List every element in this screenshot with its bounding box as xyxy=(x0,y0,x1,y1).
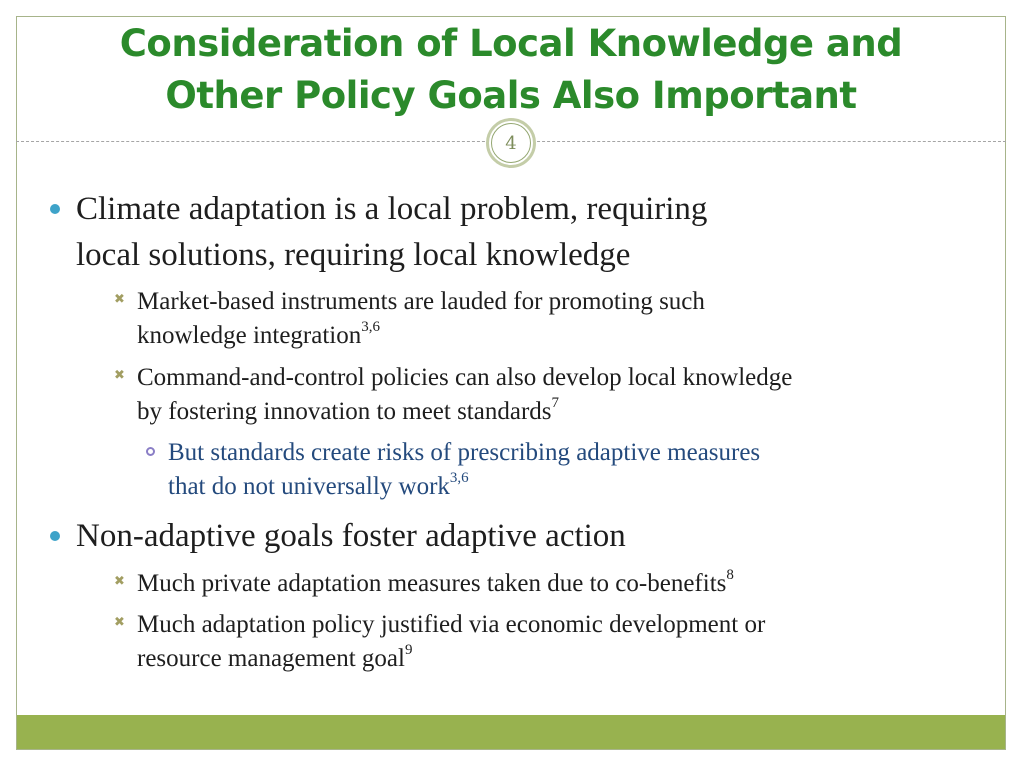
slide-number: 4 xyxy=(491,123,531,163)
bullet-2-line-1: Non-adaptive goals foster adaptive action xyxy=(76,518,626,554)
sub-bullet-1-1-line-1: Market-based instruments are lauded for promoting such xyxy=(137,288,705,315)
sub-sub-bullet-text: that do not universally work xyxy=(168,473,450,500)
filled-circle-icon xyxy=(50,531,60,541)
sub-bullet-1-1-text: knowledge integration xyxy=(137,322,362,349)
star-bullet-icon: ✖ xyxy=(114,615,125,630)
footer-bar xyxy=(17,715,1005,749)
citation-3-6: 3,6 xyxy=(361,319,380,336)
sub-bullet-1-2-text: by fostering innovation to meet standards xyxy=(137,398,552,425)
bullet-1-line-2: local solutions, requiring local knowledge xyxy=(76,237,631,273)
sub-sub-bullet-line-1: But standards create risks of prescribing adaptive measures xyxy=(168,439,761,466)
sub-bullet-2-2-line-1: Much adaptation policy justified via economic development or xyxy=(137,611,766,638)
sub-sub-bullet-line-2 xyxy=(168,470,469,504)
sub-bullet-2-1-line-1 xyxy=(137,567,734,601)
filled-circle-icon xyxy=(50,204,60,214)
sub-bullet-1-1-line-2 xyxy=(137,319,380,353)
sub-bullet-1-2-line-2 xyxy=(137,395,559,429)
citation-3-6-b: 3,6 xyxy=(449,470,469,487)
star-bullet-icon: ✖ xyxy=(114,292,125,307)
title-line-2: Other Policy Goals Also Important xyxy=(165,74,857,117)
citation-7: 7 xyxy=(551,395,560,412)
citation-9: 9 xyxy=(404,642,413,659)
sub-bullet-2-1-text: Much private adaptation measures taken due to co-benefits xyxy=(137,570,727,597)
slide-title xyxy=(16,18,1006,122)
citation-8: 8 xyxy=(726,567,734,584)
star-bullet-icon: ✖ xyxy=(114,368,125,383)
slide-number-badge xyxy=(486,118,536,168)
title-line-1: Consideration of Local Knowledge and xyxy=(119,22,903,65)
sub-bullet-1-2-line-1: Command-and-control policies can also develop local knowledge xyxy=(137,364,793,391)
star-bullet-icon: ✖ xyxy=(114,574,125,589)
sub-bullet-2-2-line-2 xyxy=(137,642,412,676)
bullet-1-line-1: Climate adaptation is a local problem, requiring xyxy=(76,191,708,227)
sub-bullet-2-2-text: resource management goal xyxy=(137,645,405,672)
hollow-circle-icon xyxy=(146,447,155,456)
